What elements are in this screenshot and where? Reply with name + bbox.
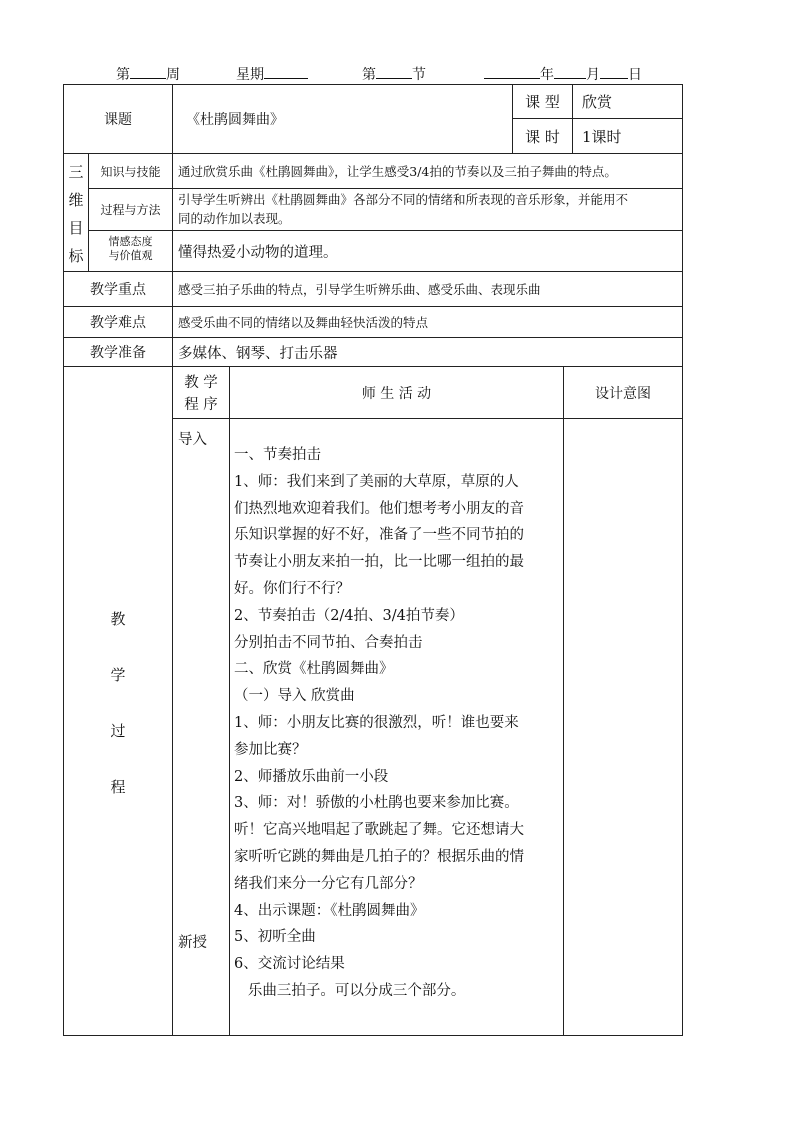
key-value: 感受三拍子乐曲的特点，引导学生听辨乐曲、感受乐曲、表现乐曲 (178, 282, 541, 297)
activity-line: 好。你们行不行？ (234, 580, 350, 597)
activity-line: 们热烈地欢迎着我们。他们想考考小朋友的音 (234, 500, 524, 517)
hours-value: 1课时 (582, 127, 622, 146)
lesson-header (64, 64, 684, 84)
rule (88, 188, 683, 189)
activity-line: 分别拍击不同节拍、合奏拍击 (234, 634, 423, 651)
rule (563, 366, 564, 1036)
activity-header: 师 生 活 动 (361, 385, 432, 402)
activity-line: 1、师：小朋友比赛的很激烈，听！谁也要来 (234, 714, 519, 731)
rule (172, 84, 173, 1036)
activity-line: 二、欣赏《杜鹃圆舞曲》 (234, 661, 394, 678)
design-header: 设计意图 (595, 385, 651, 402)
goals-group-label: 三 维 目 标 (68, 163, 84, 265)
process-value: 引导学生听辨出《杜鹃圆舞曲》各部分不同的情绪和所表现的音乐形象，并能用不 同的动作加以表现。 (178, 192, 629, 226)
year-blank (484, 64, 540, 79)
section-field: 第 节 (362, 64, 426, 84)
difficulty-label: 教学难点 (90, 315, 146, 331)
topic-value: 《杜鹃圆舞曲》 (186, 112, 284, 128)
activity-line: 乐知识掌握的好不好，准备了一些不同节拍的 (234, 527, 524, 544)
activity-line: 5、初听全曲 (234, 929, 316, 946)
activity-line: 一、节奏拍击 (234, 447, 321, 463)
difficulty-value: 感受乐曲不同的情绪以及舞曲轻快活泼的特点 (178, 315, 429, 330)
prep-label: 教学准备 (90, 345, 146, 361)
step-new: 新授 (178, 935, 207, 951)
order-header: 教 学 程 序 (184, 375, 218, 413)
process-side-label-2: 学 (110, 666, 126, 684)
process-label: 过程与方法 (100, 203, 161, 217)
activity-line: 4、出示课题：《杜鹃圆舞曲》 (234, 902, 425, 919)
emotion-value: 懂得热爱小动物的道理。 (178, 244, 338, 261)
step-intro: 导入 (178, 432, 207, 448)
activity-line: 家听听它跳的舞曲是几拍子的？根据乐曲的情 (234, 848, 524, 865)
activity-line: 6、交流讨论结果 (234, 956, 345, 973)
activity-line: 听！它高兴地唱起了歌跳起了舞。它还想请大 (234, 822, 524, 839)
week-blank (130, 64, 166, 79)
activity-line: （一）导入 欣赏曲 (234, 688, 355, 705)
key-label: 教学重点 (90, 282, 146, 298)
rule (172, 418, 683, 419)
type-label: 课 型 (525, 93, 560, 111)
topic-label: 课题 (104, 112, 132, 128)
process-side-label-4: 程 (110, 778, 126, 796)
activity-line: 2、师播放乐曲前一小段 (234, 768, 389, 785)
activity-line: 1、师：我们来到了美丽的大草原，草原的人 (234, 473, 519, 490)
process-side-label-1: 教 (110, 610, 126, 628)
rule (572, 84, 573, 154)
weekday-blank (264, 64, 308, 79)
process-side-label-3: 过 (110, 722, 126, 740)
activity-line: 节奏让小朋友来拍一拍，比一比哪一组拍的最 (234, 554, 524, 571)
emotion-label: 情感态度 与价值观 (108, 235, 153, 262)
weekday-field: 星期 (236, 64, 308, 84)
date-field: 年 月 日 (484, 64, 642, 84)
activity-line: 3、师：对！骄傲的小杜鹃也要来参加比赛。 (234, 795, 519, 812)
activity-body (234, 442, 559, 1005)
day-blank (600, 64, 628, 79)
month-blank (554, 64, 586, 79)
type-value: 欣赏 (582, 93, 613, 111)
rule (229, 366, 230, 1036)
section-blank (376, 64, 412, 79)
week-field: 第 周 (116, 64, 180, 84)
knowledge-label: 知识与技能 (100, 164, 161, 179)
prep-value: 多媒体、钢琴、打击乐器 (178, 345, 338, 362)
knowledge-value: 通过欣赏乐曲《杜鹃圆舞曲》，让学生感受3/4拍的节奏以及三拍子舞曲的特点。 (178, 164, 617, 179)
activity-line: 绪我们来分一分它有几部分？ (234, 875, 423, 892)
activity-line: 参加比赛？ (234, 741, 307, 758)
hours-label: 课 时 (525, 127, 560, 146)
activity-line: 乐曲三拍子。可以分成三个部分。 (234, 982, 466, 999)
rule (63, 1035, 683, 1036)
activity-line: 2、节奏拍击（2/4拍、3/4拍节奏） (234, 607, 464, 624)
